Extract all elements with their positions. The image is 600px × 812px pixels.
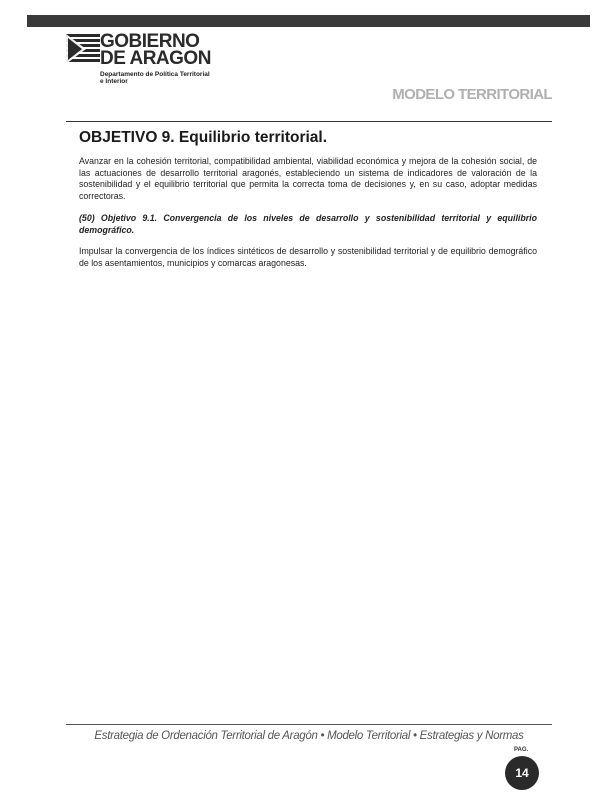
subobjective-title: (50) Objetivo 9.1. Convergencia de los niveles de desarrollo y sostenibilidad territorial y equilibrio demográfico. [79, 212, 537, 235]
gobierno-aragon-logo [66, 31, 236, 94]
header-divider [66, 121, 552, 122]
section-title: MODELO TERRITORIAL [392, 86, 552, 103]
body-text [79, 156, 537, 280]
footer-divider [66, 724, 552, 725]
objective-heading: OBJETIVO 9. Equilibrio territorial. [79, 129, 328, 146]
logo-wordmark: GOBIERNO DE ARAGON [100, 31, 211, 69]
subobjective-text: Impulsar la convergencia de los índices sintéticos de desarrollo y sostenibilidad territorial y de equilibrio demográfico de los asentamientos, municipios y comarcas aragonesas. [79, 246, 537, 268]
department-name: Departamento de Política Territorial e Interior [100, 71, 210, 85]
intro-paragraph: Avanzar en la cohesión territorial, compatibilidad ambiental, viabilidad económica y mejora de la cohesión social, de las actuaciones de desarrollo territorial aragonés, estableciendo un sistema de indicadores de valoración de la sostenibilidad y el equilibrio territorial que permita la correcta toma de decisiones y, en su caso, adoptar medidas correctoras. [79, 156, 537, 202]
aragon-emblem-icon [66, 34, 100, 64]
page-number-badge [505, 756, 539, 790]
page-number: 14 [515, 766, 529, 780]
top-bar [27, 15, 590, 27]
footer-text: Estrategia de Ordenación Territorial de Aragón • Modelo Territorial • Estrategias y Normas [94, 730, 524, 742]
page-label: PAG. [514, 747, 529, 753]
